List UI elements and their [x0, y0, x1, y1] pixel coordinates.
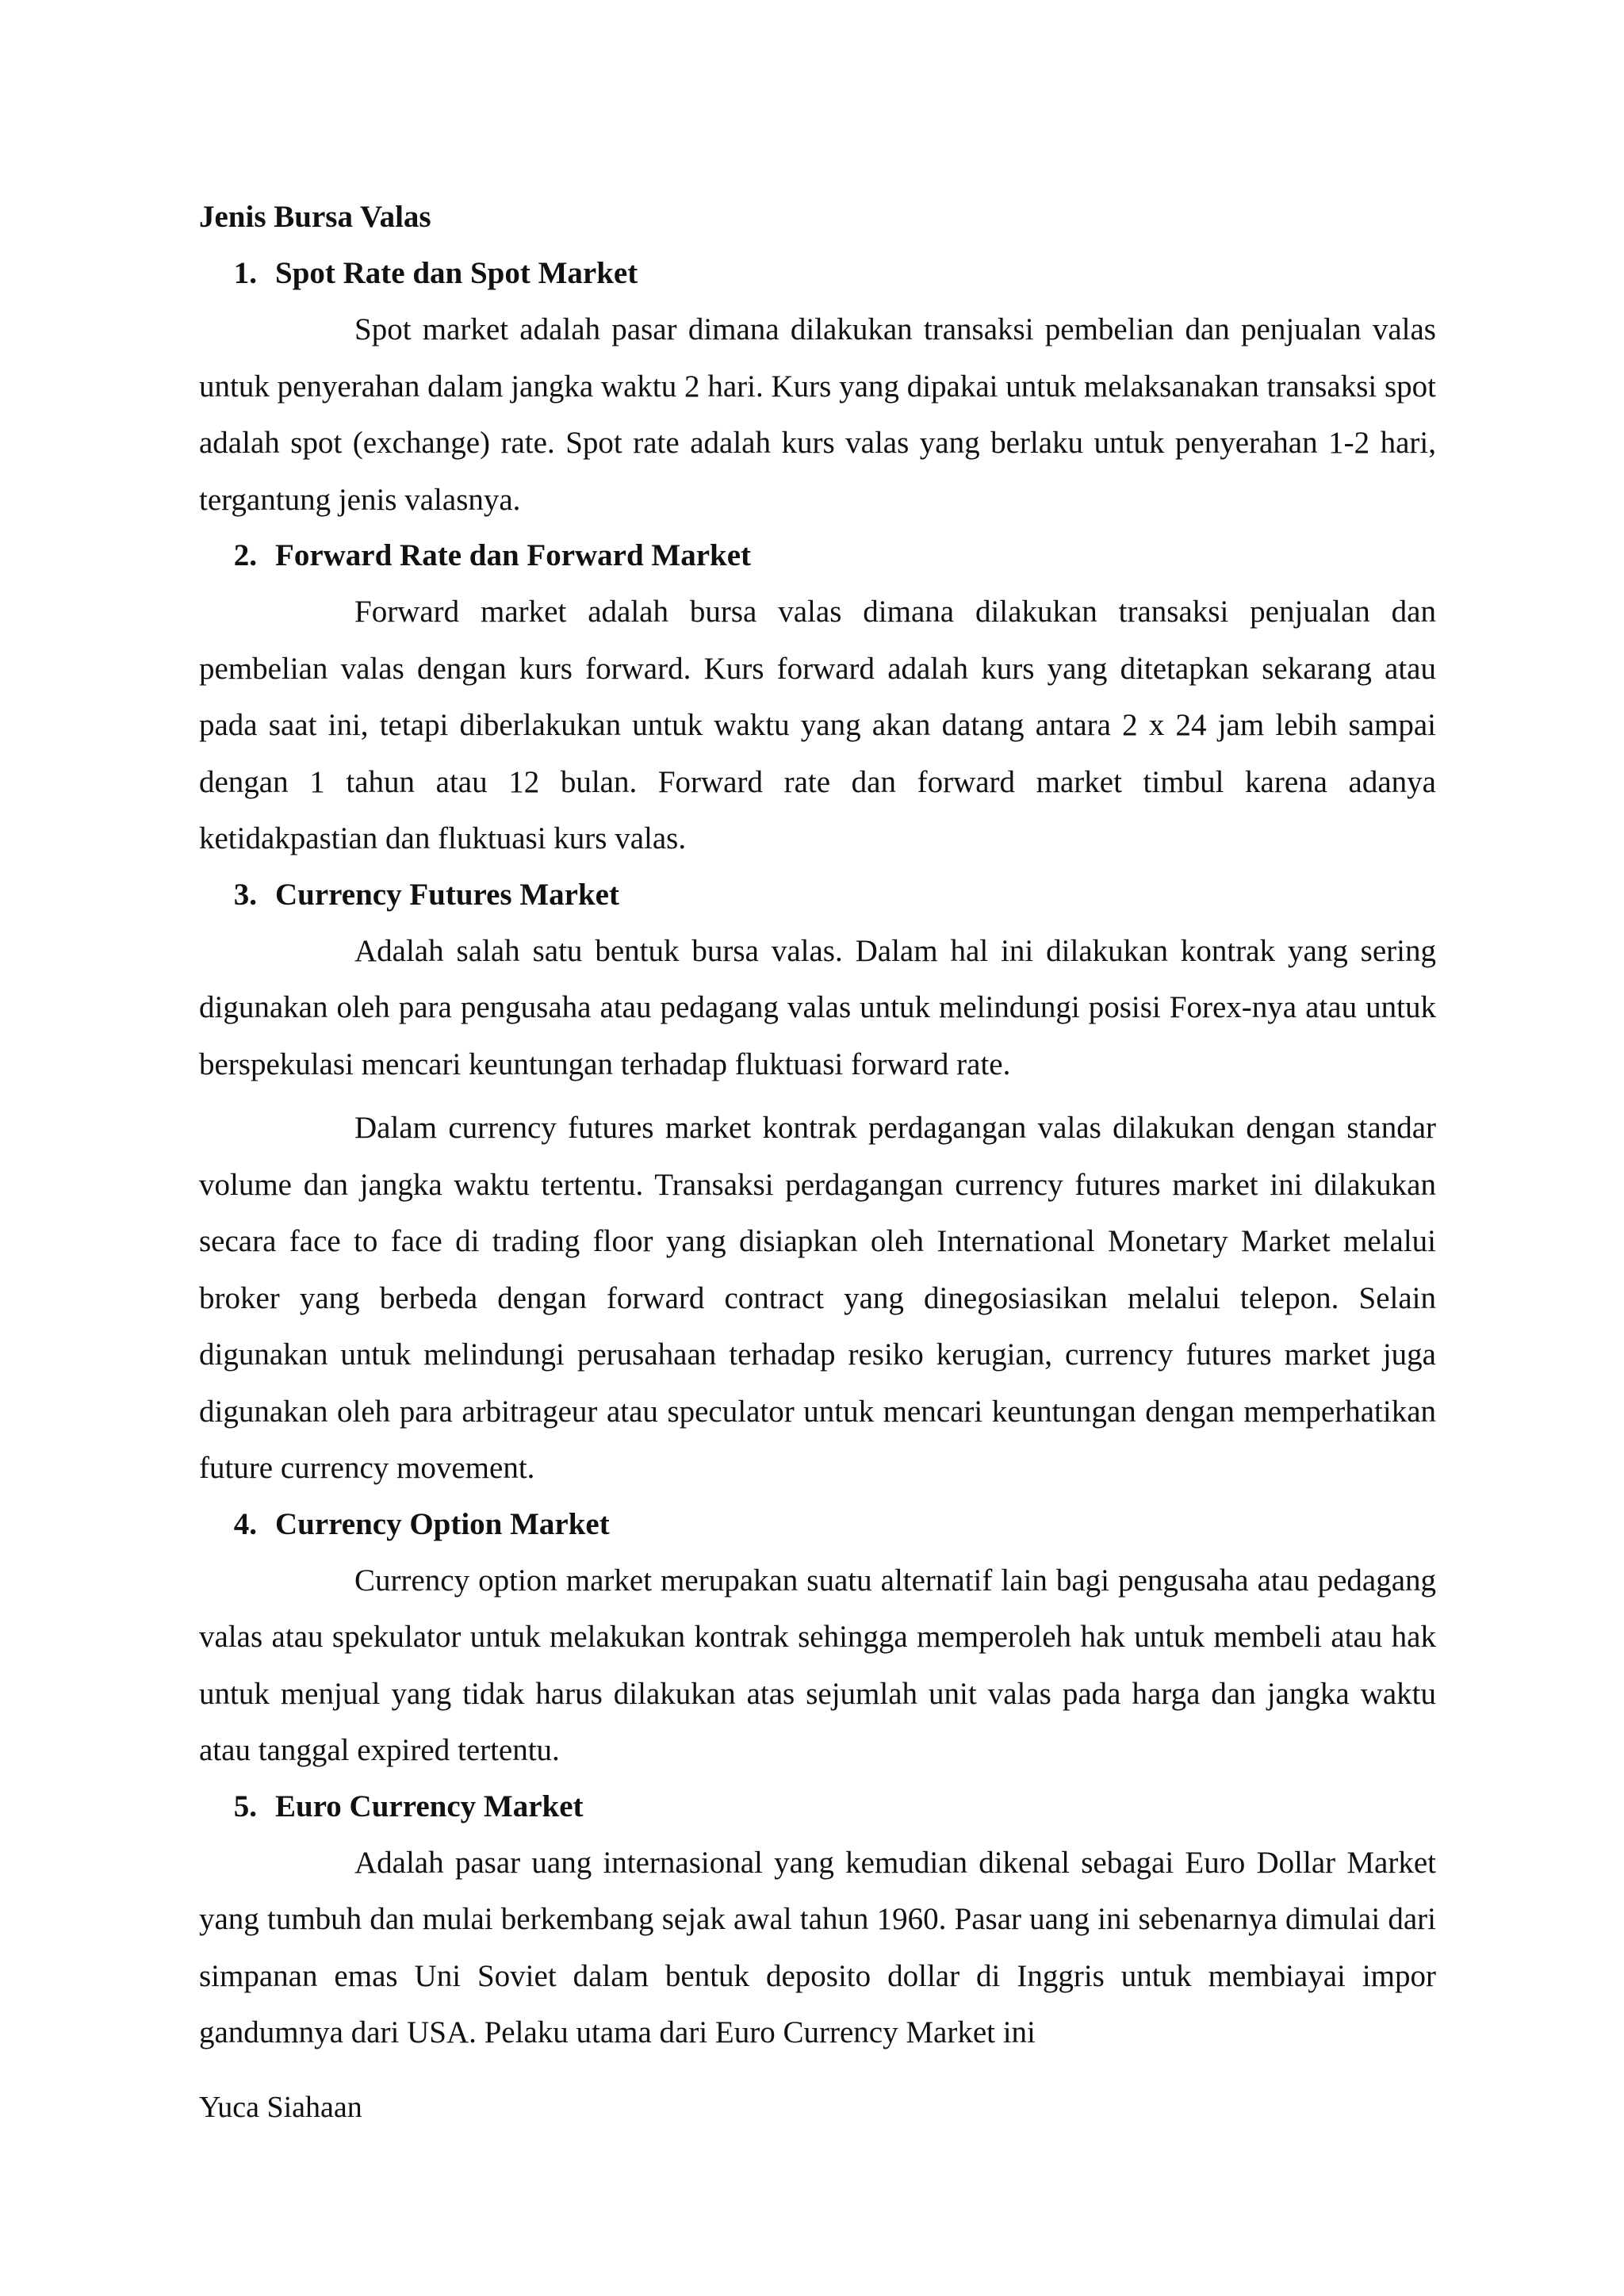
- section-title: Currency Option Market: [275, 1506, 610, 1541]
- section-title: Currency Futures Market: [275, 877, 619, 912]
- heading-gap: [257, 1789, 275, 1824]
- section-heading: [199, 1789, 1436, 1824]
- section-title: Spot Rate dan Spot Market: [275, 256, 638, 290]
- heading-gap: [257, 1507, 275, 1542]
- section-forward-market: [199, 538, 1436, 867]
- heading-gap: [257, 256, 275, 291]
- paragraph: Forward market adalah bursa valas dimana dilakukan transaksi penjualan dan pembelian valas dengan kurs forward. Kurs forward adalah kurs yang ditetapkan sekarang atau pada saat ini, tetapi diberlakukan untuk waktu yang akan datang antara 2 x 24 jam lebih sampai dengan 1 tahun atau 12 bulan. Forward rate dan forward market timbul karena adanya ketidakpastian dan fluktuasi kurs valas.: [199, 595, 1436, 855]
- paragraph: Adalah salah satu bentuk bursa valas. Dalam hal ini dilakukan kontrak yang sering digunakan oleh para pengusaha atau pedagang valas untuk melindungi posisi Forex-nya atau untuk berspekulasi mencari keuntungan terhadap fluktuasi forward rate.: [199, 933, 1436, 1081]
- footer-author: Yuca Siahaan: [199, 2091, 362, 2124]
- paragraph: Dalam currency futures market kontrak perdagangan valas dilakukan dengan standar volume dan jangka waktu tertentu. Transaksi perdagangan currency futures market ini dilakukan secara face to face di trading floor yang disiapkan oleh International Monetary Market melalui broker yang berbeda dengan forward contract yang dinegosiasikan melalui telepon. Selain digunakan untuk melindungi perusahaan terhadap resiko kerugian, currency futures market juga digunakan oleh para arbitrageur atau speculator untuk mencari keuntungan dengan memperhatikan future currency movement.: [199, 1111, 1436, 1485]
- paragraph: Currency option market merupakan suatu alternatif lain bagi pengusaha atau pedagang valas atau spekulator untuk melakukan kontrak sehingga memperoleh hak untuk membeli atau hak untuk menjual yang tidak harus dilakukan atas sejumlah unit valas pada harga dan jangka waktu atau tanggal expired tertentu.: [199, 1563, 1436, 1767]
- paragraph: Adalah pasar uang internasional yang kemudian dikenal sebagai Euro Dollar Market yang tumbuh dan mulai berkembang sejak awal tahun 1960. Pasar uang ini sebenarnya dimulai dari simpanan emas Uni Soviet dalam bentuk deposito dollar di Inggris untuk membiayai impor gandumnya dari USA. Pelaku utama dari Euro Currency Market ini: [199, 1845, 1436, 2049]
- section-number: 2.: [233, 538, 257, 572]
- heading-gap: [257, 878, 275, 913]
- section-heading: [199, 538, 1436, 573]
- section-currency-option-market: [199, 1507, 1436, 1779]
- section-title: Euro Currency Market: [275, 1789, 584, 1823]
- section-heading: [199, 1507, 1436, 1542]
- section-heading: [199, 256, 1436, 291]
- section-number: 5.: [233, 1789, 257, 1823]
- heading-gap: [257, 538, 275, 573]
- section-number: 4.: [233, 1506, 257, 1541]
- paragraph: Spot market adalah pasar dimana dilakukan transaksi pembelian dan penjualan valas untuk penyerahan dalam jangka waktu 2 hari. Kurs yang dipakai untuk melaksanakan transaksi spot adalah spot (exchange) rate. Spot rate adalah kurs valas yang berlaku untuk penyerahan 1-2 hari, tergantung jenis valasnya.: [199, 312, 1436, 517]
- section-spot-market: [199, 256, 1436, 528]
- document-title: Jenis Bursa Valas: [199, 200, 431, 234]
- section-currency-futures-market: [199, 878, 1436, 1497]
- section-number: 1.: [233, 256, 257, 290]
- document-page: [199, 200, 1436, 2072]
- section-euro-currency-market: [199, 1789, 1436, 2061]
- section-number: 3.: [233, 877, 257, 912]
- section-title: Forward Rate dan Forward Market: [275, 538, 752, 572]
- section-heading: [199, 878, 1436, 913]
